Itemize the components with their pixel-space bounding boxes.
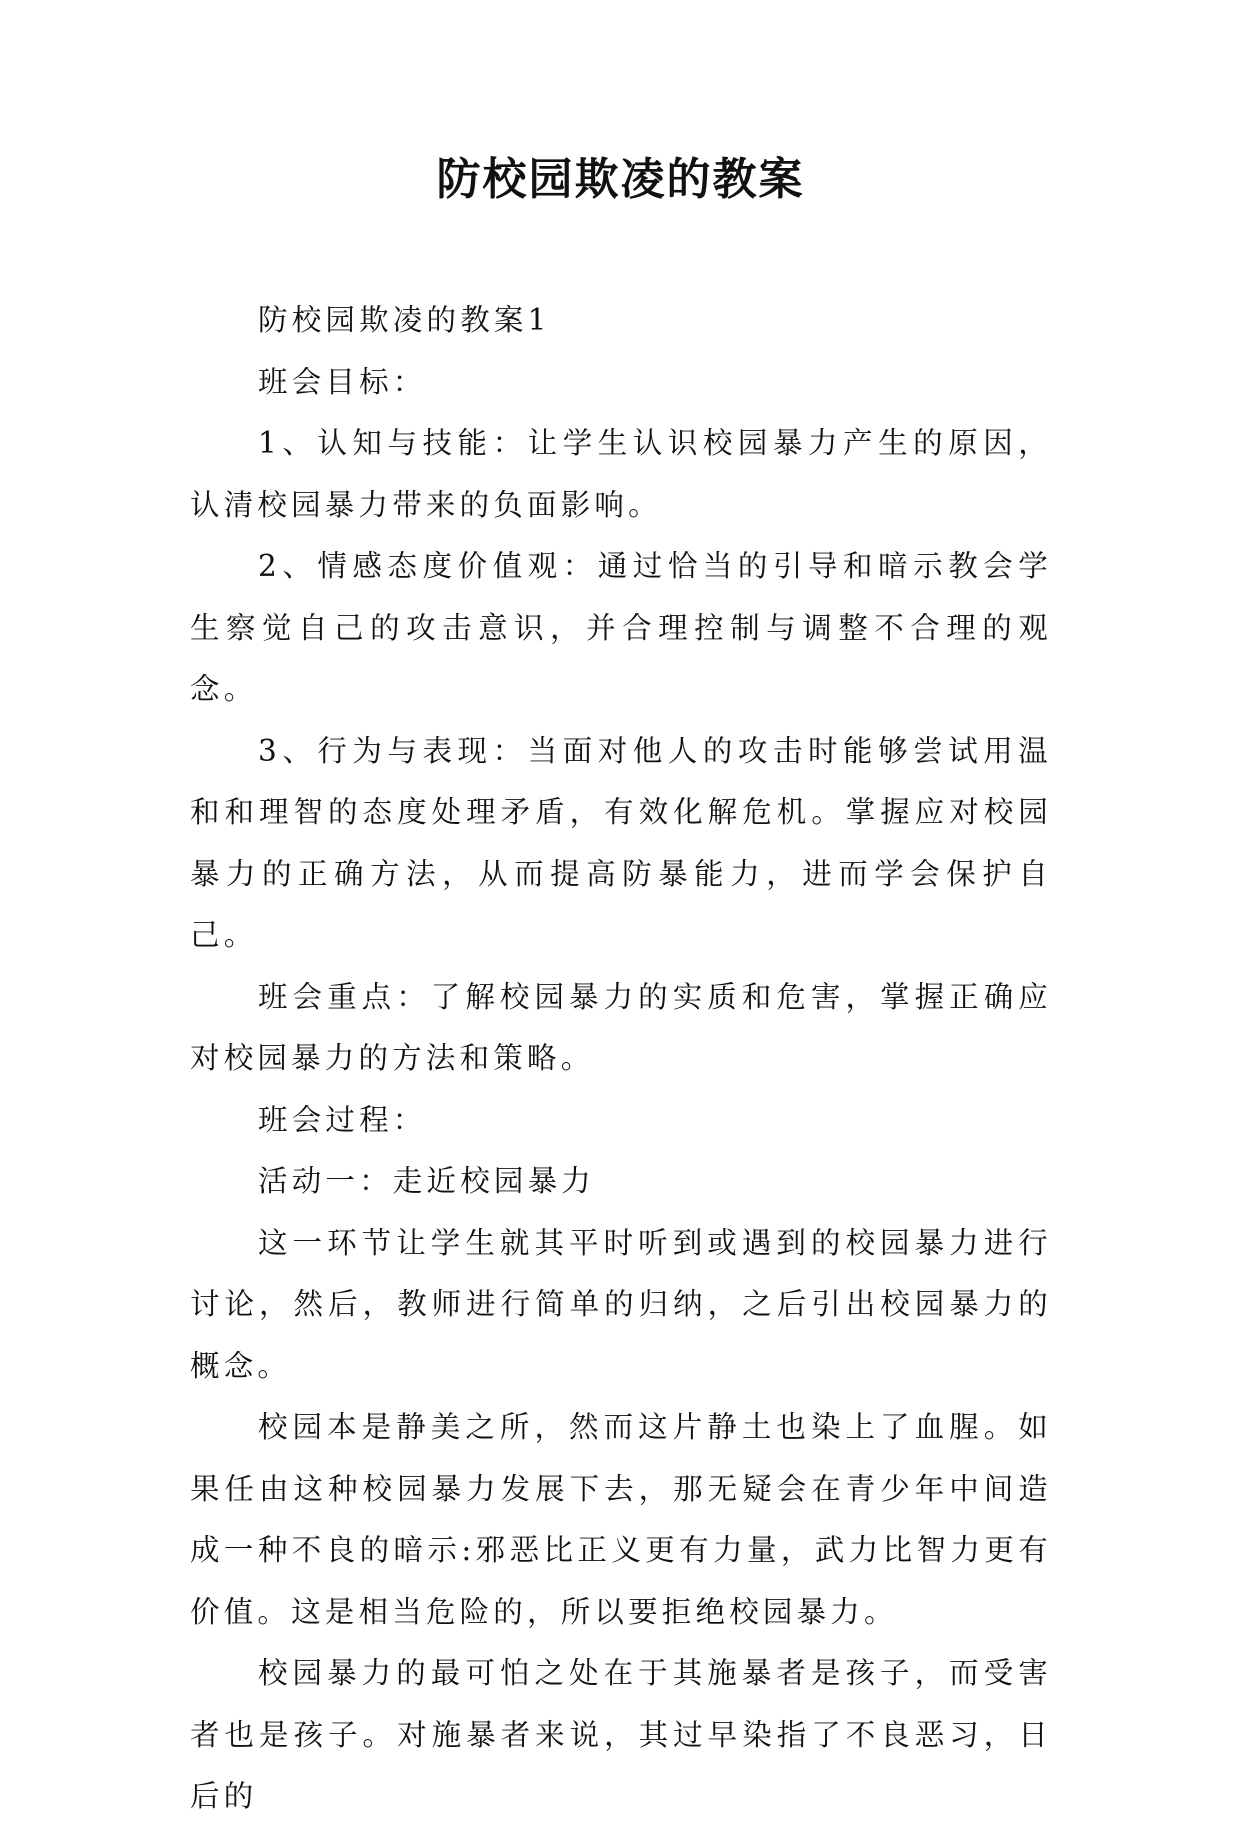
paragraph-campus-violence: 校园本是静美之所，然而这片静土也染上了血腥。如果任由这种校园暴力发展下去，那无疑会在青少年中间造成一种不良的暗示:邪恶比正义更有力量，武力比智力更有价值。这是相当危险的，所以要拒绝校园暴力。 — [190, 1410, 1052, 1629]
paragraph-key-points: 班会重点：了解校园暴力的实质和危害，掌握正确应对校园暴力的方法和策略。 — [190, 979, 1052, 1075]
paragraph-activity-1: 活动一：走近校园暴力 — [258, 1164, 596, 1198]
paragraph-goal-1: 1、认知与技能：让学生认识校园暴力产生的原因，认清校园暴力带来的负面影响。 — [190, 426, 1052, 522]
paragraph-goals-label: 班会目标： — [258, 364, 427, 399]
paragraph-activity-1-desc: 这一环节让学生就其平时听到或遇到的校园暴力进行讨论，然后，教师进行简单的归纳，之后引出校园暴力的概念。 — [190, 1225, 1052, 1383]
paragraph-goal-3: 3、行为与表现：当面对他人的攻击时能够尝试用温和和理智的态度处理矛盾，有效化解危机。掌握应对校园暴力的正确方法，从而提高防暴能力，进而学会保护自己。 — [190, 733, 1052, 952]
document-title: 防校园欺凌的教案 — [436, 154, 805, 205]
paragraph-process-label: 班会过程： — [258, 1102, 427, 1137]
document-body — [190, 290, 1052, 1828]
paragraph-section-heading: 防校园欺凌的教案1 — [258, 303, 551, 337]
paragraph-goal-2: 2、情感态度价值观：通过恰当的引导和暗示教会学生察觉自己的攻击意识，并合理控制与调整不合理的观念。 — [190, 549, 1052, 706]
paragraph-victims: 校园暴力的最可怕之处在于其施暴者是孩子，而受害者也是孩子。对施暴者来说，其过早染指了不良恶习，日后的 — [190, 1656, 1052, 1813]
